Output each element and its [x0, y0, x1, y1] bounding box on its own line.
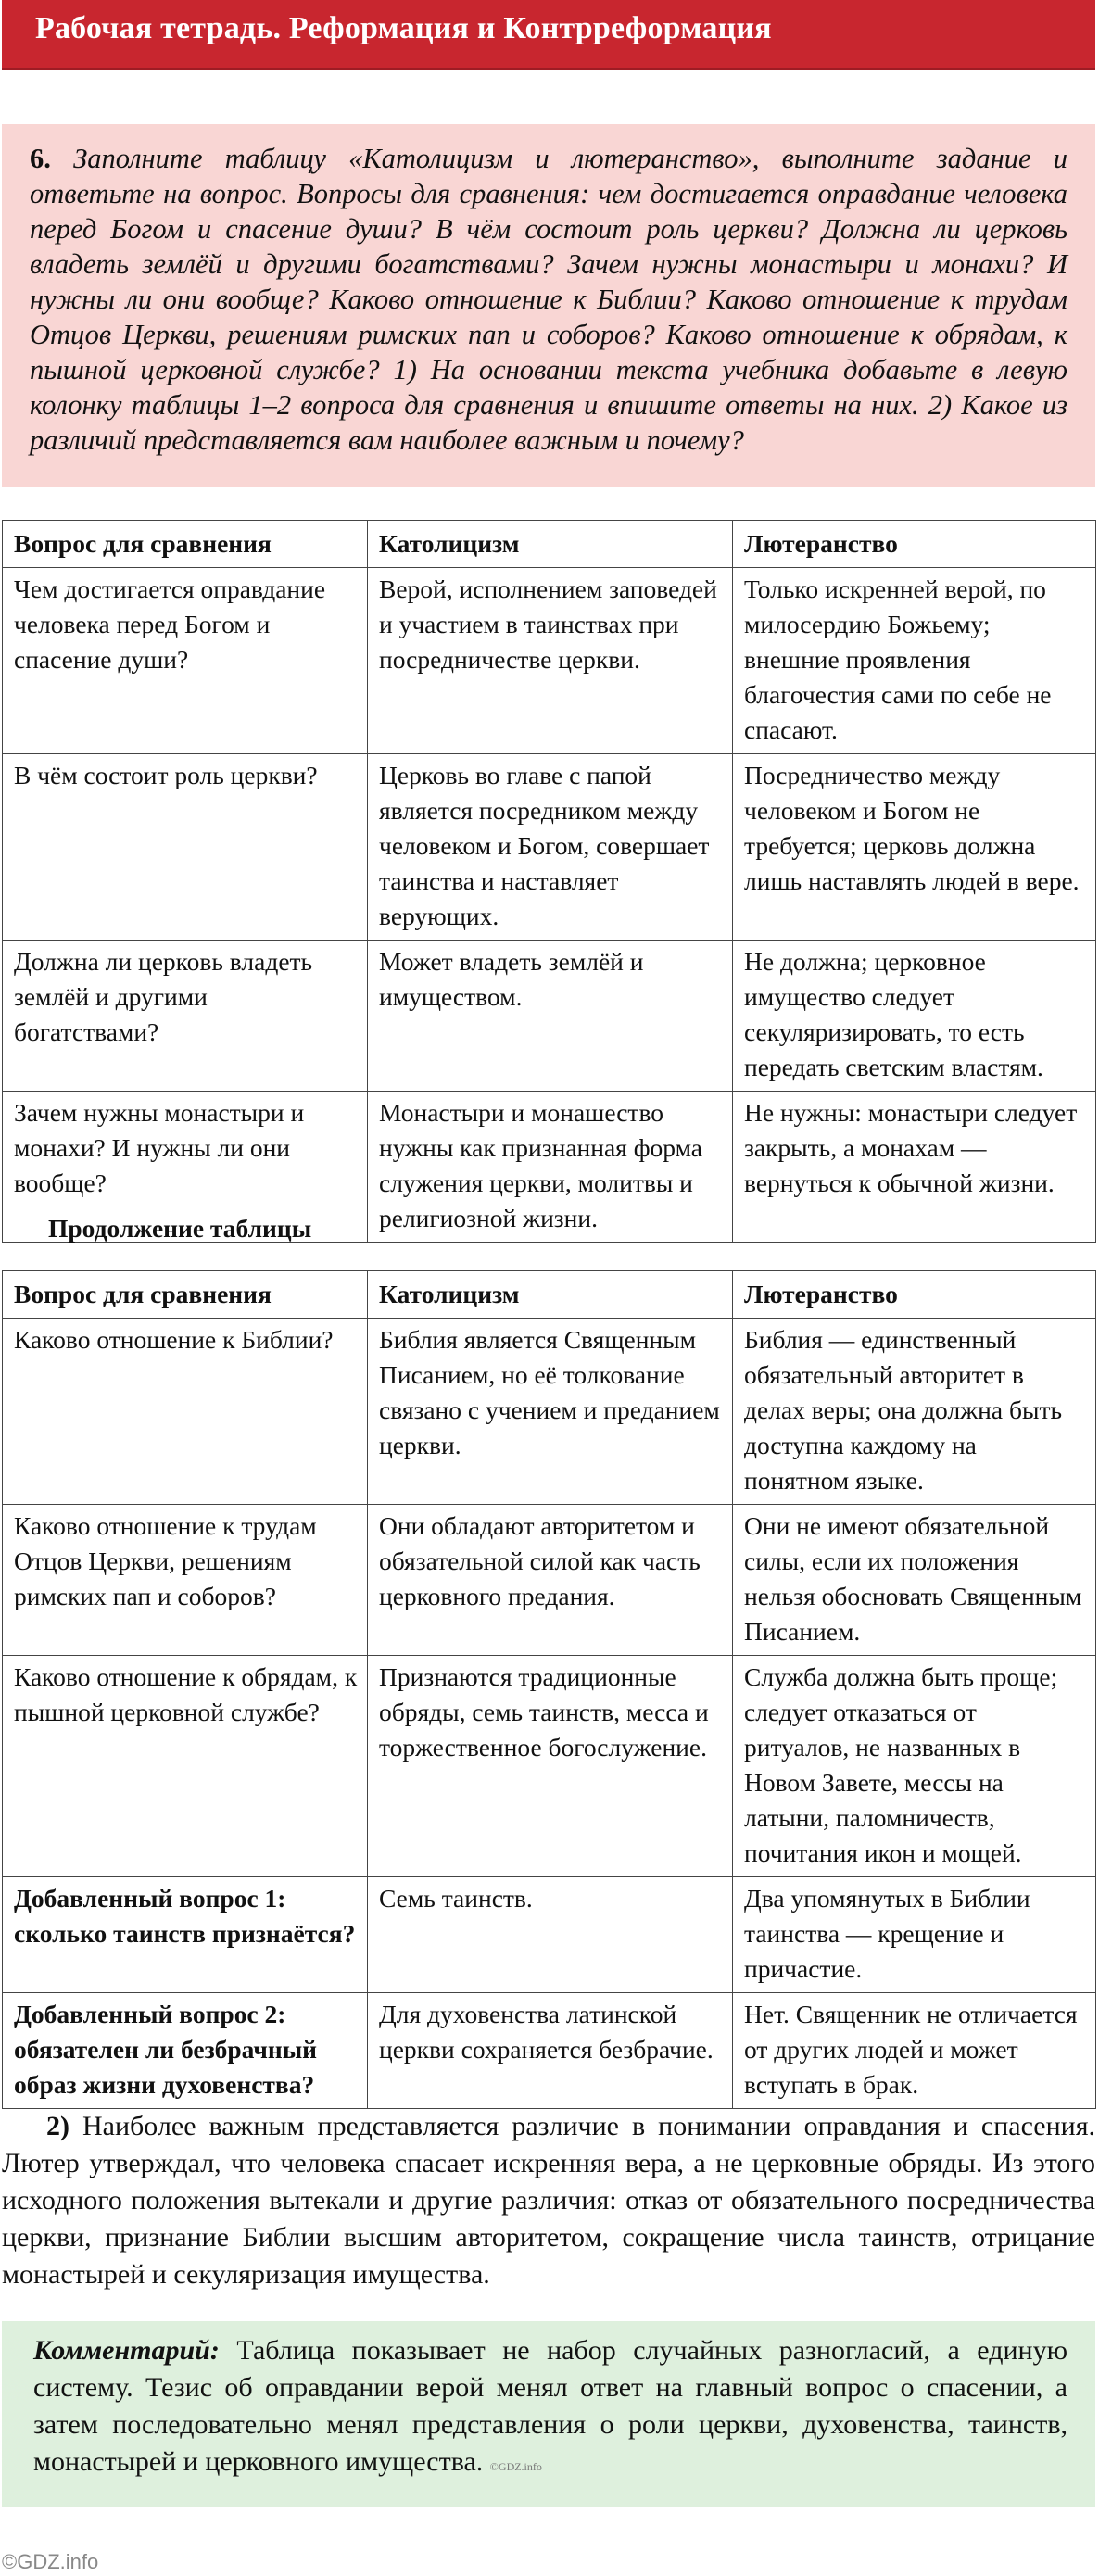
comparison-table-2: [2, 1270, 1096, 2109]
page-header: [2, 0, 1095, 70]
comment-block: [2, 2321, 1095, 2507]
lutheranism-cell: Не нужны: монастыри следует закрыть, а монахам — вернуться к обычной жизни.: [733, 1092, 1096, 1243]
lutheranism-cell: Библия — единственный обязательный авторитет в делах веры; она должна быть доступна каждому на понятном языке.: [733, 1319, 1096, 1505]
header-lutheranism: Лютеранство: [733, 1271, 1096, 1319]
question-cell: Каково отношение к трудам Отцов Церкви, решениям римских пап и соборов?: [3, 1505, 368, 1656]
catholicism-cell: Они обладают авторитетом и обязательной силой как часть церковного предания.: [368, 1505, 733, 1656]
header-catholicism: Католицизм: [368, 521, 733, 568]
question-cell: Добавленный вопрос 2: обязателен ли безбрачный образ жизни духовенства?: [3, 1993, 368, 2109]
table-row: [3, 1993, 1096, 2109]
catholicism-cell: Может владеть землёй и имуществом.: [368, 941, 733, 1092]
comment-watermark: ©GDZ.info: [489, 2460, 542, 2473]
catholicism-cell: Признаются традиционные обряды, семь таинств, месса и торжественное богослужение.: [368, 1656, 733, 1877]
header-question: Вопрос для сравнения: [3, 521, 368, 568]
table-row: [3, 1505, 1096, 1656]
answer-paragraph: [2, 2108, 1095, 2293]
comparison-table-1: [2, 520, 1096, 1243]
header-catholicism: Католицизм: [368, 1271, 733, 1319]
question-cell: Чем достигается оправдание человека перед Богом и спасение души?: [3, 568, 368, 754]
page-title: Рабочая тетрадь. Реформация и Контрреформация: [35, 11, 772, 45]
copyright: ©GDZ.info: [2, 2550, 99, 2573]
table-row: [3, 568, 1096, 754]
question-cell: В чём состоит роль церкви?: [3, 754, 368, 941]
question-cell: Добавленный вопрос 1: сколько таинств признаётся?: [3, 1877, 368, 1993]
catholicism-cell: Монастыри и монашество нужны как признанная форма служения церкви, молитвы и религиозной жизни.: [368, 1092, 733, 1243]
lutheranism-cell: Посредничество между человеком и Богом не требуется; церковь должна лишь наставлять людей в вере.: [733, 754, 1096, 941]
question-cell: Каково отношение к Библии?: [3, 1319, 368, 1505]
lutheranism-cell: Нет. Священник не отличается от других людей и может вступать в брак.: [733, 1993, 1096, 2109]
catholicism-cell: Церковь во главе с папой является посредником между человеком и Богом, совершает таинства и наставляет верующих.: [368, 754, 733, 941]
answer-text: Наиболее важным представляется различие в понимании оправдания и спасения. Лютер утверждал, что человека спасает искренняя вера, а не церковные обряды. Из этого исходного положения вытекали и другие различия: отказ от обязательного посредничества церкви, признание Библии высшим авторитетом, сокращение числа таинств, отрицание монастырей и секуляризация имущества.: [2, 2111, 1095, 2290]
catholicism-cell: Для духовенства латинской церкви сохраняется безбрачие.: [368, 1993, 733, 2109]
lutheranism-cell: Два упомянутых в Библии таинства — крещение и причастие.: [733, 1877, 1096, 1993]
lutheranism-cell: Не должна; церковное имущество следует секуляризировать, то есть передать светским властям.: [733, 941, 1096, 1092]
catholicism-cell: Библия является Священным Писанием, но её толкование связано с учением и преданием церкви.: [368, 1319, 733, 1505]
lutheranism-cell: Служба должна быть проще; следует отказаться от ритуалов, не названных в Новом Завете, мессы на латыни, паломничеств, почитания икон и мощей.: [733, 1656, 1096, 1877]
table-continuation-label: Продолжение таблицы: [48, 1214, 312, 1243]
question-cell: Должна ли церковь владеть землёй и другими богатствами?: [3, 941, 368, 1092]
lutheranism-cell: Они не имеют обязательной силы, если их положения нельзя обосновать Священным Писанием.: [733, 1505, 1096, 1656]
catholicism-cell: Семь таинств.: [368, 1877, 733, 1993]
comment-text: Таблица показывает не набор случайных разногласий, а единую систему. Тезис об оправдании верой менял ответ на главный вопрос о спасении, а затем последовательно менял представления о роли церкви, духовенства, таинств, монастырей и церковного имущества.: [33, 2335, 1067, 2477]
answer-number: 2): [46, 2111, 69, 2141]
table-row: [3, 1319, 1096, 1505]
table-row: [3, 1656, 1096, 1877]
table-row: [3, 1877, 1096, 1993]
question-cell: Каково отношение к обрядам, к пышной церковной службе?: [3, 1656, 368, 1877]
task-number: 6.: [30, 143, 51, 174]
task-text: Заполните таблицу «Католицизм и лютеранство», выполните задание и ответьте на вопрос. Вопросы для сравнения: чем достигается оправдание человека перед Богом и спасение души? В чём состоит роль церкви? Должна ли церковь владеть землёй и другими богатствами? Зачем нужны монастыри и монахи? И нужны ли они вообще? Каково отношение к Библии? Каково отношение к трудам Отцов Церкви, решениям римских пап и соборов? Каково отношение к обрядам, к пышной церковной службе? 1) На основании текста учебника добавьте в левую колонку таблицы 1–2 вопроса для сравнения и впишите ответы на них. 2) Какое из различий представляется вам наиболее важным и почему?: [30, 143, 1068, 456]
lutheranism-cell: Только искренней верой, по милосердию Божьему; внешние проявления благочестия сами по себе не спасают.: [733, 568, 1096, 754]
table-header-row: [3, 1271, 1096, 1319]
comment-label: Комментарий:: [33, 2335, 220, 2366]
header-question: Вопрос для сравнения: [3, 1271, 368, 1319]
table-row: [3, 941, 1096, 1092]
question-cell: Зачем нужны монастыри и монахи? И нужны ли они вообще?: [3, 1092, 368, 1243]
table-row: [3, 754, 1096, 941]
header-lutheranism: Лютеранство: [733, 521, 1096, 568]
catholicism-cell: Верой, исполнением заповедей и участием в таинствах при посредничестве церкви.: [368, 568, 733, 754]
task-block: [2, 124, 1095, 487]
table-header-row: [3, 521, 1096, 568]
